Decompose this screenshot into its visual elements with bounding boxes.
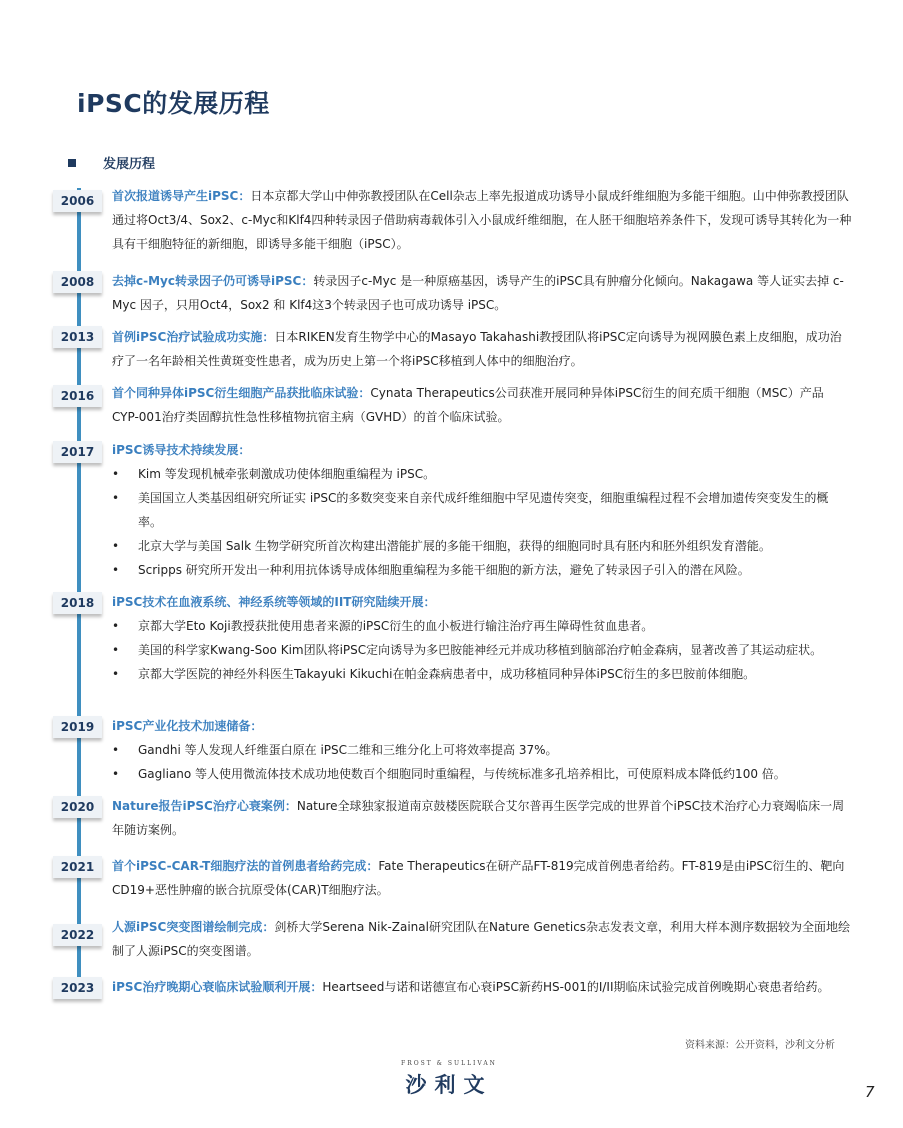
entry-body <box>112 794 852 842</box>
entry-title: iPSC诱导技术持续发展： <box>112 443 251 457</box>
year-badge: 2020 <box>53 796 102 818</box>
entry-title: iPSC技术在血液系统、神经系统等领域的IIT研究陆续开展： <box>112 595 436 609</box>
list-item: • 京都大学Eto Koji教授获批使用患者来源的iPSC衍生的血小板进行输注治疗再生障碍性贫血患者。 <box>112 614 852 638</box>
entry-title: 首个iPSC-CAR-T细胞疗法的首例患者给药完成： <box>112 859 379 873</box>
entry-body <box>112 915 852 963</box>
entry-body <box>112 184 852 256</box>
page-title: iPSC的发展历程 <box>77 89 270 118</box>
page-number: 7 <box>865 1083 875 1101</box>
logo-wordmark: 沙利文 <box>405 1073 493 1097</box>
list-item: • Scripps 研究所开发出一种利用抗体诱导成体细胞重编程为多能干细胞的新方法，避免了转录因子引入的潜在风险。 <box>112 558 852 582</box>
list-item: • Kim 等发现机械牵张刺激成功使体细胞重编程为 iPSC。 <box>112 462 852 486</box>
entry-body <box>112 590 852 686</box>
entry-bullet-list <box>112 614 852 686</box>
entry-body <box>112 269 852 317</box>
entry-title: 人源iPSC突变图谱绘制完成： <box>112 920 275 934</box>
list-item: • Gagliano 等人使用微流体技术成功地使数百个细胞同时重编程，与传统标准多孔培养相比，可使原料成本降低约100 倍。 <box>112 762 852 786</box>
entry-title: 首例iPSC治疗试验成功实施： <box>112 330 275 344</box>
list-item: • 北京大学与美国 Salk 生物学研究所首次构建出潜能扩展的多能干细胞，获得的细胞同时具有胚内和胚外组织发育潜能。 <box>112 534 852 558</box>
list-item: • 京都大学医院的神经外科医生Takayuki Kikuchi在帕金森病患者中，成功移植同种异体iPSC衍生的多巴胺前体细胞。 <box>112 662 852 686</box>
section-heading <box>68 153 155 172</box>
source-note: 资料来源：公开资料，沙利文分析 <box>685 1040 835 1051</box>
year-badge: 2016 <box>53 385 102 407</box>
entry-text: Cynata Therapeutics公司获准开展同种异体iPSC衍生的间充质干细胞（MSC）产品 CYP-001治疗类固醇抗性急性移植物抗宿主病（GVHD）的首个临床试验。 <box>112 386 824 424</box>
list-item: • 美国国立人类基因组研究所证实 iPSC的多数突变来自亲代成纤维细胞中罕见遗传突变，细胞重编程过程不会增加遗传突变发生的概率。 <box>112 486 852 534</box>
entry-title: 首次报道诱导产生iPSC： <box>112 189 251 203</box>
entry-text: Heartseed与诺和诺德宣布心衰iPSC新药HS-001的I/II期临床试验完成首例晚期心衰患者给药。 <box>322 980 830 994</box>
entry-title: Nature报告iPSC治疗心衰案例： <box>112 799 297 813</box>
year-badge: 2021 <box>53 856 102 878</box>
year-badge: 2019 <box>53 716 102 738</box>
entry-text: 转录因子c-Myc 是一种原癌基因，诱导产生的iPSC具有肿瘤分化倾向。Nakagawa 等人证实去掉 c-Myc 因子，只用Oct4，Sox2 和 Klf4这3个转录因子也可成功诱导 iPSC。 <box>112 274 844 312</box>
section-heading-label: 发展历程 <box>103 157 156 172</box>
entry-title: iPSC治疗晚期心衰临床试验顺利开展： <box>112 980 323 994</box>
entry-text: Fate Therapeutics在研产品FT-819完成首例患者给药。FT-819是由iPSC衍生的、靶向CD19+恶性肿瘤的嵌合抗原受体(CAR)T细胞疗法。 <box>112 859 845 897</box>
list-item: • 美国的科学家Kwang-Soo Kim团队将iPSC定向诱导为多巴胺能神经元并成功移植到脑部治疗帕金森病，显著改善了其运动症状。 <box>112 638 852 662</box>
year-badge: 2013 <box>53 326 102 348</box>
logo-subtitle: FROST & SULLIVAN <box>401 1060 497 1067</box>
list-item: • Gandhi 等人发现人纤维蛋白原在 iPSC二维和三维分化上可将效率提高 37%。 <box>112 738 852 762</box>
entry-title: 首个同种异体iPSC衍生细胞产品获批临床试验： <box>112 386 371 400</box>
year-badge: 2008 <box>53 271 102 293</box>
entry-bullet-list <box>112 462 852 582</box>
entry-title: 去掉c-Myc转录因子仍可诱导iPSC： <box>112 274 314 288</box>
year-badge: 2006 <box>53 190 102 212</box>
frost-sullivan-logo <box>384 1060 514 1099</box>
entry-body <box>112 325 852 373</box>
entry-bullet-list <box>112 738 852 786</box>
year-badge: 2017 <box>53 441 102 463</box>
entry-body <box>112 714 852 786</box>
entry-title: iPSC产业化技术加速储备： <box>112 719 263 733</box>
year-badge: 2023 <box>53 977 102 999</box>
entry-body <box>112 975 852 999</box>
entry-body <box>112 381 852 429</box>
square-bullet-icon <box>68 159 76 167</box>
entry-body <box>112 854 852 902</box>
entry-text: 日本RIKEN发育生物学中心的Masayo Takahashi教授团队将iPSC定向诱导为视网膜色素上皮细胞，成功治疗了一名年龄相关性黄斑变性患者，成为历史上第一个将iPSC移植到人体中的细胞治疗。 <box>112 330 842 368</box>
entry-text: 日本京都大学山中伸弥教授团队在Cell杂志上率先报道成功诱导小鼠成纤维细胞为多能干细胞。山中伸弥教授团队通过将Oct3/4、Sox2、c-Myc和Klf4四种转录因子借助病毒载体引入小鼠成纤维细胞，在人胚干细胞培养条件下，发现可诱导其转化为一种具有干细胞特征的新细胞，即诱导多能干细胞（iPSC）。 <box>112 189 852 251</box>
entry-text: Nature全球独家报道南京鼓楼医院联合艾尔普再生医学完成的世界首个iPSC技术治疗心力衰竭临床一周年随访案例。 <box>112 799 845 837</box>
entry-text: 剑桥大学Serena Nik-Zainal研究团队在Nature Genetics杂志发表文章，利用大样本测序数据较为全面地绘制了人源iPSC的突变图谱。 <box>112 920 851 958</box>
year-badge: 2018 <box>53 592 102 614</box>
year-badge: 2022 <box>53 924 102 946</box>
entry-body <box>112 438 852 582</box>
